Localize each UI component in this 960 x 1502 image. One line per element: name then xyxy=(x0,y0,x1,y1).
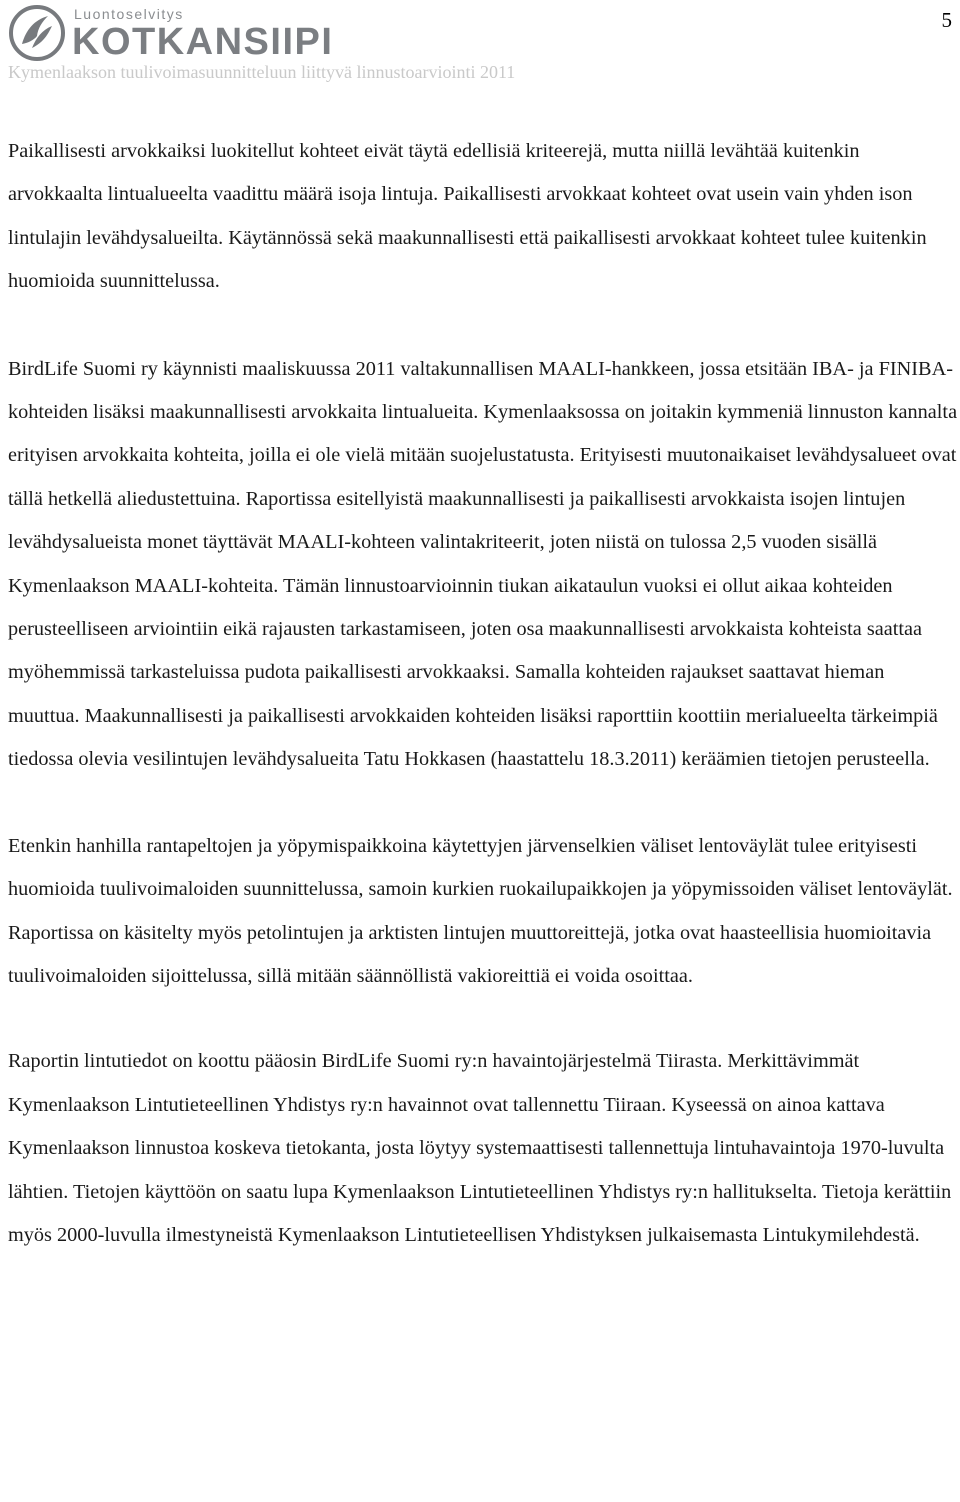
page-number: 5 xyxy=(941,8,952,32)
document-subtitle: Kymenlaakson tuulivoimasuunnitteluun liittyvä linnustoarviointi 2011 xyxy=(8,62,516,82)
paragraph-local-sites: Paikallisesti arvokkaiksi luokitellut kohteet eivät täytä edellisiä kriteerejä, mutta niillä levähtää kuitenkin arvokkaalta lintualueelta vaadittu määrä isoja lintuja. Paikallisesti arvokkaat kohteet ovat usein vain yhden ison lintulajin levähdysalueilta. Käytännössä sekä maakunnallisesti että paikallisesti arvokkaat kohteet tulee kuitenkin huomioida suunnittelussa. xyxy=(8,140,927,293)
logo-tagline: Luontoselvitys xyxy=(74,6,184,22)
paragraph-data-sources: Raportin lintutiedot on koottu pääosin BirdLife Suomi ry:n havaintojärjestelmä Tiirasta. Merkittävimmät Kymenlaakson Lintutieteellinen Yhdistys ry:n havainnot ovat tallennettu Tiiraan. Kyseessä on ainoa kattava Kymenlaakson linnustoa koskeva tietokanta, josta löytyy systemaattisesti tallennettuja lintuhavaintoja 1970-luvulta lähtien. Tietojen käyttöön on saatu lupa Kymenlaakson Lintutieteellinen Yhdistys ry:n hallitukselta. Tietoja kerättiin myös 2000-luvulla ilmestyneistä Kymenlaakson Lintutieteellisen Yhdistyksen julkaisemasta Lintukymilehdestä. xyxy=(8,1050,952,1246)
logo-wordmark: KOTKANSIIPI xyxy=(72,21,334,63)
document-body xyxy=(8,130,958,1257)
bird-wing-logo-icon xyxy=(8,4,66,62)
paragraph-maali-project: BirdLife Suomi ry käynnisti maaliskuussa 2011 valtakunnallisen MAALI-hankkeen, jossa etsitään IBA- ja FINIBA-kohteiden lisäksi maakunnallisesti arvokkaita lintualueita. Kymenlaaksossa on joitakin kymmeniä linnuston kannalta erityisen arvokkaita kohteita, joilla ei ole vielä mitään suojelustatusta. Erityisesti muutonaikaiset levähdysalueet ovat tällä hetkellä aliedustettuina. Raportissa esitellyistä maakunnallisesti ja paikallisesti arvokkaista isojen lintujen levähdysalueista monet täyttävät MAALI-kohteen valintakriteerit, joten niistä on tulossa 2,5 vuoden sisällä Kymenlaakson MAALI-kohteita. Tämän linnustoarvioinnin tiukan aikataulun vuoksi ei ollut aikaa kohteiden perusteelliseen arviointiin eikä rajausten tarkastamiseen, joten osa maakunnallisesti arvokkaista kohteista saattaa myöhemmissä tarkasteluissa pudota paikallisesti arvokkaaksi. Samalla kohteiden rajaukset saattavat hieman muuttua. Maakunnallisesti ja paikallisesti arvokkaiden kohteiden lisäksi raporttiin koottiin merialueelta tärkeimpiä tiedossa olevia vesilintujen levähdysalueita Tatu Hokkasen (haastattelu 18.3.2011) keräämien tietojen perusteella. xyxy=(8,357,958,771)
paragraph-flight-routes: Etenkin hanhilla rantapeltojen ja yöpymispaikkoina käytettyjen järvenselkien väliset lentoväylät tulee erityisesti huomioida tuulivoimaloiden suunnittelussa, samoin kurkien ruokailupaikkojen ja yöpymissoiden väliset lentoväylät. Raportissa on käsitelty myös petolintujen ja arktisten lintujen muuttoreittejä, jotka ovat haasteellisia huomioitavia tuulivoimaloiden sijoittelussa, sillä mitään säännöllistä vakioreittiä ei voida osoittaa. xyxy=(8,834,953,987)
kotkansiipi-logo xyxy=(8,4,334,63)
page-header xyxy=(8,0,960,92)
